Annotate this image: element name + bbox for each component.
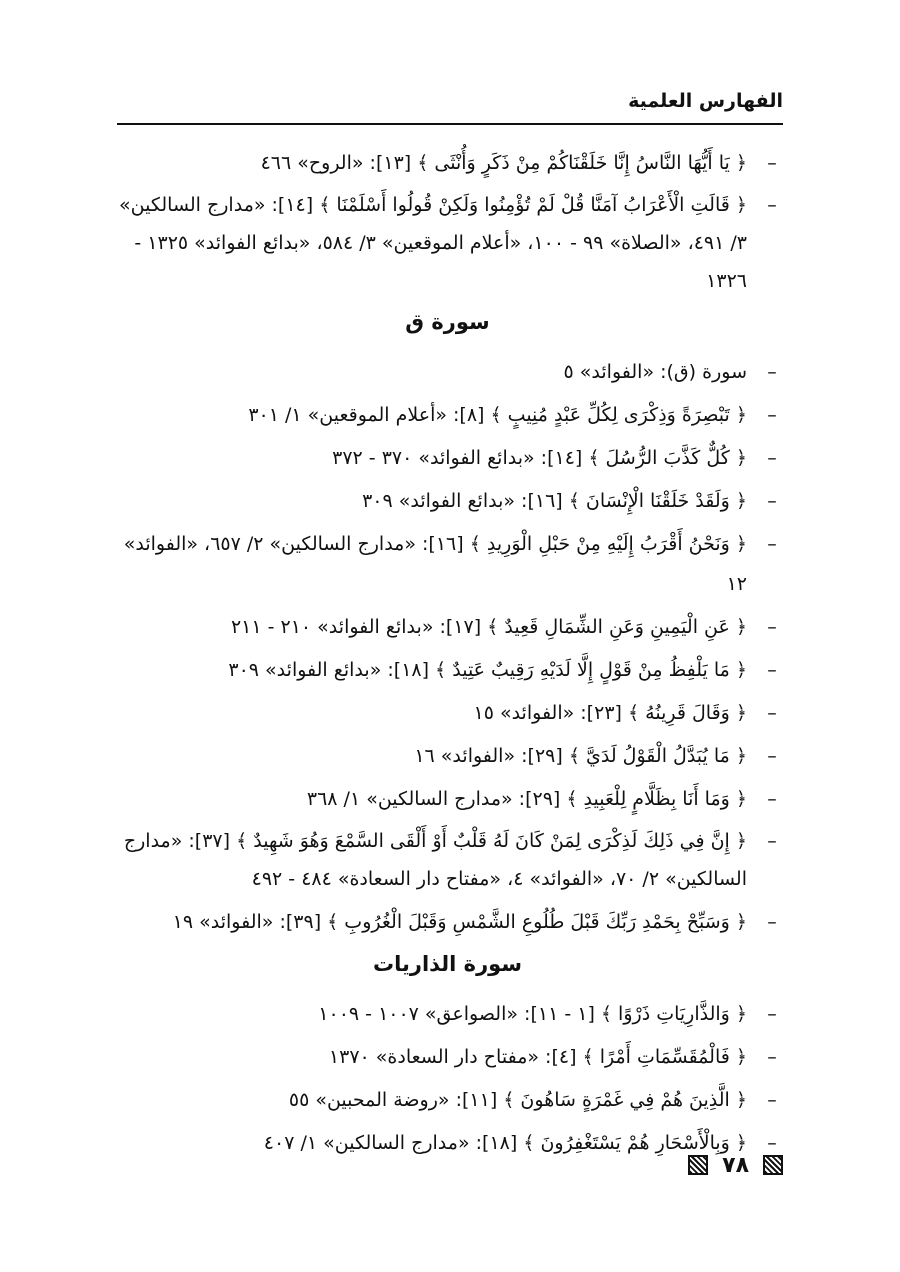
entry-text: ﴿ تَبْصِرَةً وَذِكْرَى لِكُلِّ عَبْدٍ مُنِيبٍ ﴾ [٨]: «أعلام الموقعين» ١/ ٣٠١ [248,404,747,426]
entry-text: ﴿ وَالذَّارِيَاتِ ذَرْوًا ﴾ [١ - ١١]: «الصواعق» ١٠٠٧ - ١٠٠٩ [318,1003,747,1025]
index-entry [112,395,783,435]
entry-text: ﴿ وَبِالْأَسْحَارِ هُمْ يَسْتَغْفِرُونَ ﴾ [١٨]: «مدارج السالكين» ١/ ٤٠٧ [263,1132,747,1154]
entry-text: ﴿ وَقَالَ قَرِينُهُ ﴾ [٢٣]: «الفوائد» ١٥ [473,702,747,724]
index-entry [112,607,783,647]
index-entry [112,1080,783,1120]
entry-text: ﴿ الَّذِينَ هُمْ فِي غَمْرَةٍ سَاهُونَ ﴾ [١١]: «روضة المحبين» ٥٥ [288,1089,747,1111]
bullet-dash: – [767,788,777,810]
index-entry [112,352,783,392]
ornament-icon [763,1155,783,1175]
entry-text: ﴿ مَا يُبَدَّلُ الْقَوْلُ لَدَيَّ ﴾ [٢٩]: «الفوائد» ١٦ [414,745,747,767]
bullet-dash: – [767,194,777,216]
bullet-dash: – [767,1003,777,1025]
bullet-dash: – [767,1089,777,1111]
index-entry [112,994,783,1034]
bullet-dash: – [767,745,777,767]
index-entry [112,693,783,733]
bullet-dash: – [767,361,777,383]
index-entry [112,902,783,942]
bullet-dash: – [767,616,777,638]
bullet-dash: – [767,702,777,724]
index-entry [112,438,783,478]
bullet-dash: – [767,911,777,933]
entry-text: سورة (ق): «الفوائد» ٥ [563,361,747,383]
index-entry [112,143,783,183]
bullet-dash: – [767,447,777,469]
index-entry [112,1037,783,1077]
page-number: ٧٨ [722,1152,749,1178]
bullet-dash: – [767,1132,777,1154]
bullet-dash: – [767,659,777,681]
entry-text: ﴿ مَا يَلْفِظُ مِنْ قَوْلٍ إِلَّا لَدَيْهِ رَقِيبٌ عَتِيدٌ ﴾ [١٨]: «بدائع الفوائد» ٣٠٩ [228,659,747,681]
page-footer [0,1150,783,1180]
entry-text: ﴿ وَمَا أَنَا بِظَلَّامٍ لِلْعَبِيدِ ﴾ [٢٩]: «مدارج السالكين» ١/ ٣٦٨ [306,788,747,810]
entry-text: ﴿ وَسَبِّحْ بِحَمْدِ رَبِّكَ قَبْلَ طُلُوعِ الشَّمْسِ وَقَبْلَ الْغُرُوبِ ﴾ [٣٩]: «الفوائد» ١٩ [172,911,747,933]
surah-heading-dhariyat: سورة الذاريات [373,952,522,976]
index-entry [112,779,783,819]
index-entry [112,822,783,898]
entry-text: ﴿ فَالْمُقَسِّمَاتِ أَمْرًا ﴾ [٤]: «مفتاح دار السعادة» ١٣٧٠ [328,1046,747,1068]
ornament-icon [688,1155,708,1175]
entry-text: ﴿ وَنَحْنُ أَقْرَبُ إِلَيْهِ مِنْ حَبْلِ الْوَرِيدِ ﴾ [١٦]: «مدارج السالكين» ٢/ ٦٥٧، «الفوائد» ١٢ [123,533,747,595]
index-entry [112,650,783,690]
running-header: الفهارس العلمية [628,90,783,112]
bullet-dash: – [767,1046,777,1068]
index-entry [112,524,783,604]
entry-text: ﴿ قَالَتِ الْأَعْرَابُ آمَنَّا قُلْ لَمْ تُؤْمِنُوا وَلَكِنْ قُولُوا أَسْلَمْنَا ﴾ [١٤]: «مدارج السالكين» ٣/ ٤٩١، «الصلاة» ٩٩ - ١٠٠، «أعلام الموقعين» ٣/ ٥٨٤، «بدائع الفوائد» ١٣٢٥ - ١٣٢٦ [119,194,747,292]
entry-text: ﴿ كُلٌّ كَذَّبَ الرُّسُلَ ﴾ [١٤]: «بدائع الفوائد» ٣٧٠ - ٣٧٢ [332,447,747,469]
index-entry [112,481,783,521]
bullet-dash: – [767,830,777,852]
index-entry [112,736,783,776]
index-entry [112,186,783,300]
bullet-dash: – [767,533,777,555]
bullet-dash: – [767,404,777,426]
header-rule [117,123,783,125]
bullet-dash: – [767,490,777,512]
surah-heading-qaf: سورة ق [405,310,490,334]
entry-text: ﴿ وَلَقَدْ خَلَقْنَا الْإِنْسَانَ ﴾ [١٦]: «بدائع الفوائد» ٣٠٩ [362,490,747,512]
entry-text: ﴿ إِنَّ فِي ذَلِكَ لَذِكْرَى لِمَنْ كَانَ لَهُ قَلْبٌ أَوْ أَلْقَى السَّمْعَ وَهُوَ شَهِيدٌ ﴾ [٣٧]: «مدارج السالكين» ٢/ ٧٠، «الفوائد» ٤، «مفتاح دار السعادة» ٤٨٤ - ٤٩٢ [123,830,747,890]
index-content [112,143,783,1166]
entry-text: ﴿ يَا أَيُّهَا النَّاسُ إِنَّا خَلَقْنَاكُمْ مِنْ ذَكَرٍ وَأُنْثَى ﴾ [١٣]: «الروح» ٤٦٦ [260,152,747,174]
entry-text: ﴿ عَنِ الْيَمِينِ وَعَنِ الشِّمَالِ قَعِيدٌ ﴾ [١٧]: «بدائع الفوائد» ٢١٠ - ٢١١ [230,616,747,638]
bullet-dash: – [767,152,777,174]
